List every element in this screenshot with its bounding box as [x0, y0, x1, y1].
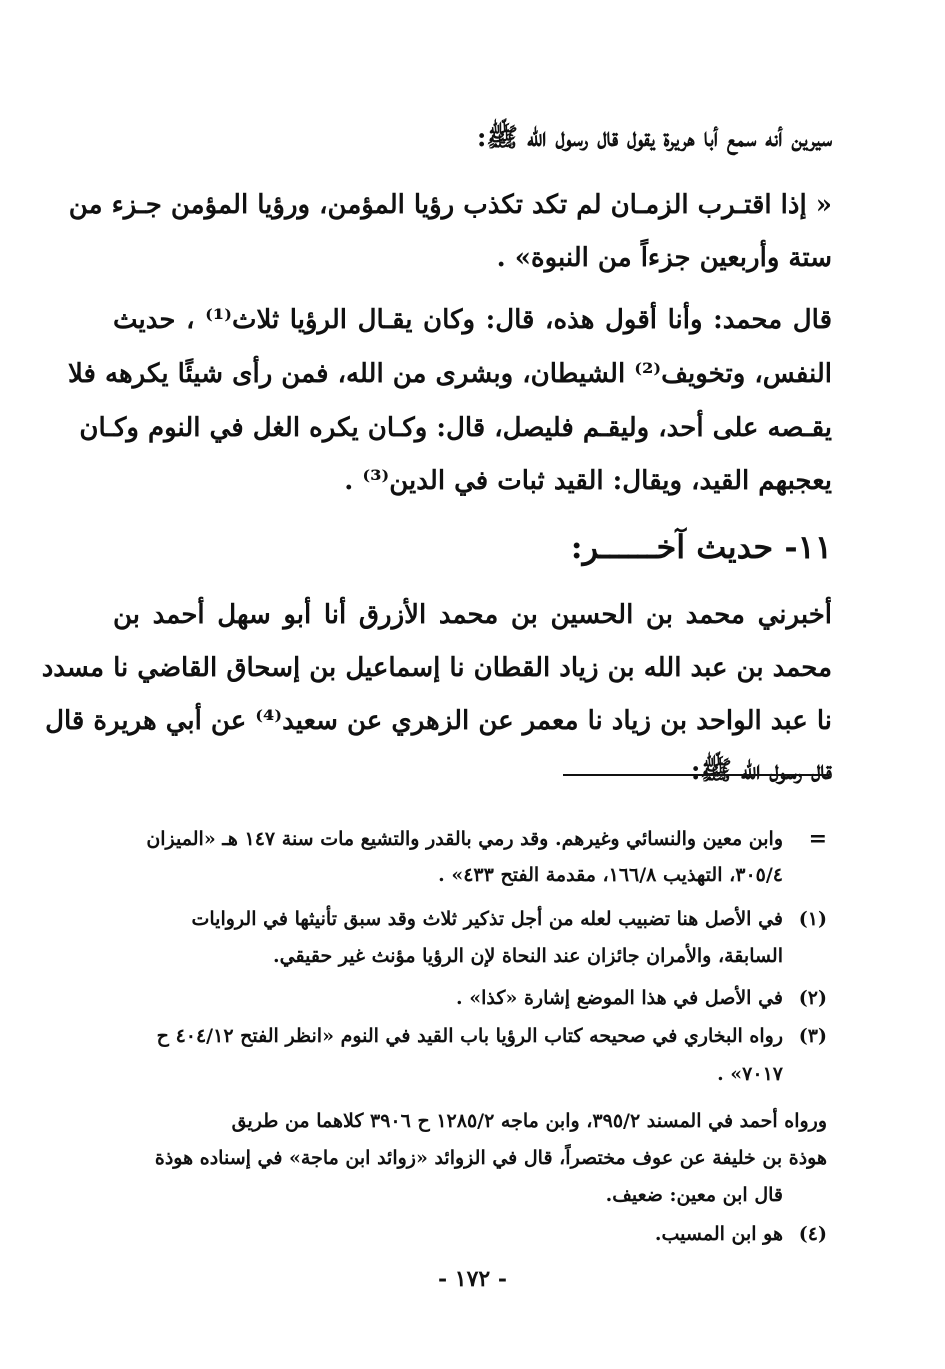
- footnote-text: ورواه أحمد في المسند ٣٩٥/٢، وابن ماجه ١٢٨٥/٢ ح ٣٩٠٦ كلاهما من طريق: [231, 1110, 827, 1132]
- footnote-text: في الأصل هنا تضبيب لعله من أجل تذكير ثلاث وقد سبق تأنيثها في الروايات: [191, 908, 783, 930]
- footnote-text: ٣٠٥/٤، التهذيب ١٦٦/٨، مقدمة الفتح ٤٣٣» .: [438, 864, 783, 886]
- text-line: النفس، وتخويف⁽²⁾ الشيطان، وبشرى من الله، فمن رأى شيئًا يكرهه فلا: [68, 359, 832, 389]
- text-line: قال رسول الله ﷺ:: [690, 756, 832, 786]
- footnote-4: [118, 1219, 827, 1249]
- text-line: ستة وأربعين جزءاً من النبوة» .: [496, 243, 832, 273]
- footnote-text: رواه البخاري في صحيحه كتاب الرؤيا باب القيد في النوم «انظر الفتح ٤٠٤/١٢ ح: [156, 1025, 783, 1047]
- footnote-1-line: [118, 941, 827, 971]
- footnote-text: ٧٠١٧» .: [717, 1063, 783, 1085]
- section-heading: ١١- حديث آخــــــر:: [570, 528, 832, 566]
- text-line: يعجبهم القيد، ويقال: القيد ثبات في الدين⁽³⁾ .: [344, 466, 832, 496]
- footnote-text: في الأصل في هذا الموضع إشارة «كذا» .: [456, 987, 783, 1009]
- text-line: أخبرني محمد بن الحسين بن محمد الأزرق أنا أبو سهل أحمد بن: [113, 600, 832, 630]
- footnote-3: [118, 1021, 827, 1051]
- footnote-3-extra: [118, 1180, 827, 1210]
- text-line: قال محمد: وأنا أقول هذه، قال: وكان يقـال الرؤيا ثلاث⁽¹⁾ ، حديث: [113, 305, 832, 335]
- footnote-3-extra: [118, 1106, 827, 1136]
- footnote-text: قال ابن معين: ضعيف.: [605, 1184, 783, 1206]
- text-line: نا عبد الواحد بن زياد نا معمر عن الزهري عن سعيد⁽⁴⁾ عن أبي هريرة قال: [45, 706, 832, 736]
- footnote-text: هو ابن المسيب.: [654, 1223, 783, 1245]
- footnote-marker: (٤): [798, 1223, 827, 1245]
- text-line: سيرين أنه سمع أبا هريرة يقول قال رسول الله ﷺ:: [476, 123, 832, 153]
- footnote-marker: (١): [798, 908, 827, 930]
- text-line: « إذا اقتـرب الزمـان لم تكد تكذب رؤيا المؤمن، ورؤيا المؤمن جـزء من: [68, 190, 832, 220]
- footnote-text: السابقة، والأمران جائزان عند النحاة لإن الرؤيا مؤنث غير حقيقي.: [273, 945, 783, 967]
- footnote-separator: [563, 774, 829, 776]
- footnote-continued-line: [118, 860, 827, 890]
- continuation-mark: =: [808, 826, 827, 852]
- footnote-marker: (٢): [798, 987, 827, 1009]
- footnote-2: [118, 983, 827, 1013]
- footnote-marker: (٣): [798, 1025, 827, 1047]
- footnote-3-line: [118, 1059, 827, 1089]
- footnote-3-extra: [118, 1143, 827, 1173]
- page-number: - ١٧٢ -: [437, 1266, 508, 1292]
- footnote-continued: [118, 824, 827, 854]
- footnote-text: وابن معين والنسائي وغيرهم. وقد رمي بالقدر والتشيع مات سنة ١٤٧ هـ «الميزان: [146, 828, 783, 850]
- footnote-1: [118, 904, 827, 934]
- footnote-text: هوذة بن خليفة عن عوف مختصراً، قال في الزوائد «زوائد ابن ماجة» في إسناده هوذة: [154, 1147, 827, 1169]
- text-line: محمد بن عبد الله بن زياد القطان نا إسماعيل بن إسحاق القاضي نا مسدد: [41, 653, 832, 683]
- text-line: يقـصه على أحد، وليقـم فليصل، قال: وكـان يكره الغل في النوم وكـان: [79, 413, 832, 443]
